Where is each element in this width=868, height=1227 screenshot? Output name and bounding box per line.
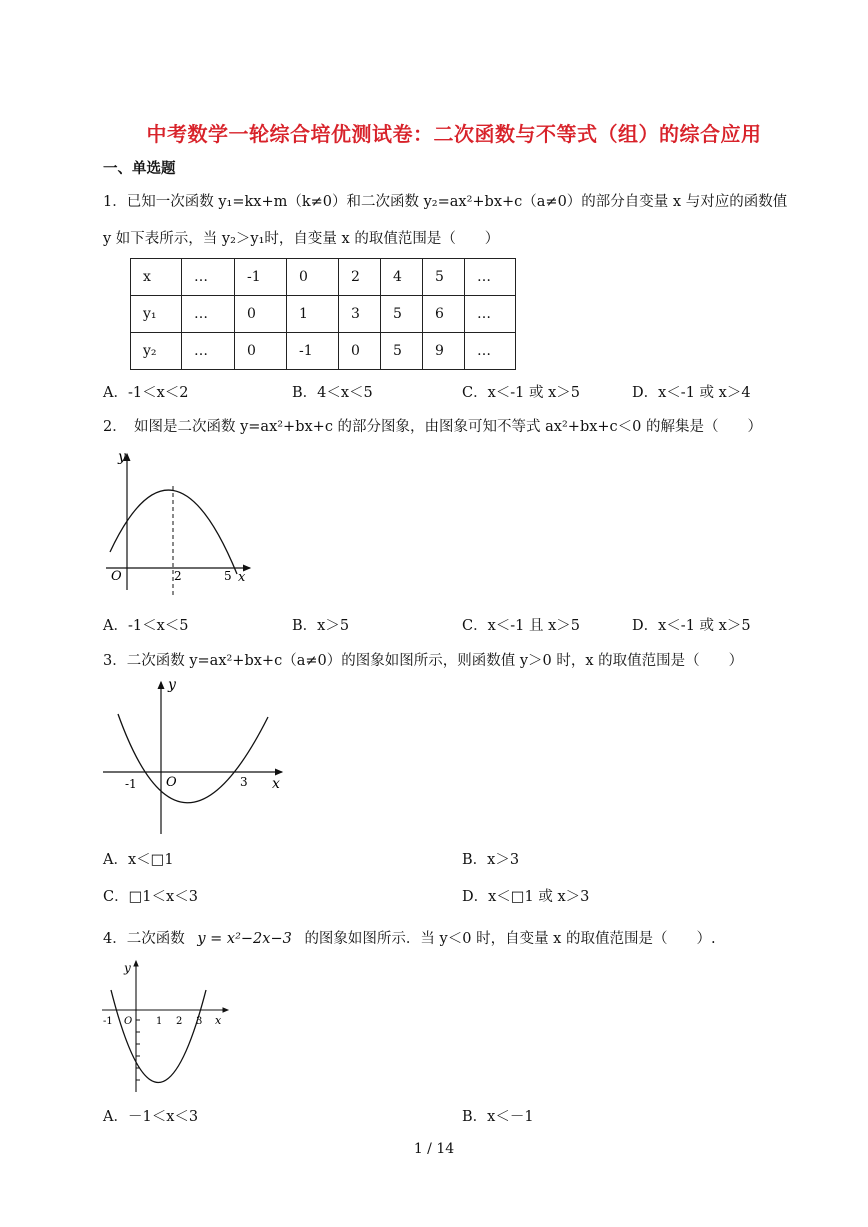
- tick-label: -1: [125, 777, 137, 791]
- table-cell: 5: [381, 333, 423, 370]
- q4-stem-suffix: 的图象如图所示．当 y＜0 时，自变量 x 的取值范围是（ ）.: [304, 931, 716, 947]
- x-label: x: [272, 776, 280, 792]
- q3-option-b: B．x＞3: [462, 852, 520, 868]
- page-number: 1 / 14: [413, 1141, 455, 1157]
- q1-stem-line1: 1．已知一次函数 y₁=kx+m（k≠0）和二次函数 y₂=ax²+bx+c（a≠0）的部分自变量 x 与对应的函数值: [103, 194, 788, 210]
- q3-stem: 3．二次函数 y=ax²+bx+c（a≠0）的图象如图所示，则函数值 y＞0 时，x 的取值范围是（ ）: [103, 653, 744, 669]
- table-cell: -1: [287, 333, 339, 370]
- q4-option-a: A．－1＜x＜3: [103, 1109, 199, 1125]
- q1-option-a: A．-1＜x＜2: [103, 385, 189, 401]
- y-label: y: [118, 449, 126, 465]
- table-cell: 9: [423, 333, 465, 370]
- tick-label: 2: [176, 1016, 183, 1027]
- table-cell: 6: [423, 296, 465, 333]
- table-cell: …: [465, 333, 516, 370]
- table-cell: …: [182, 333, 235, 370]
- table-cell: …: [182, 259, 235, 296]
- tick-label: -1: [103, 1016, 113, 1027]
- q2-option-d: D．x＜-1 或 x＞5: [632, 618, 751, 634]
- q4-formula: y = x²−2x−3: [197, 931, 292, 947]
- q3-option-c: C．□1＜x＜3: [103, 889, 198, 905]
- table-cell: y₂: [131, 333, 182, 370]
- q3-option-d: D．x＜□1 或 x＞3: [462, 889, 590, 905]
- q4-stem: [103, 928, 716, 950]
- q1-value-table: [130, 258, 516, 370]
- table-cell: …: [465, 296, 516, 333]
- q3-option-a: A．x＜□1: [103, 852, 174, 868]
- origin-label: O: [124, 1016, 133, 1027]
- y-label: y: [124, 961, 131, 975]
- table-row: [131, 259, 516, 296]
- table-cell: 4: [381, 259, 423, 296]
- tick-label: 3: [240, 775, 248, 789]
- table-row: [131, 333, 516, 370]
- table-cell: 1: [287, 296, 339, 333]
- table-cell: 3: [339, 296, 381, 333]
- table-cell: x: [131, 259, 182, 296]
- tick-label: 2: [174, 569, 182, 583]
- q4-stem-prefix: 4．二次函数: [103, 931, 185, 947]
- q4-graph: [100, 955, 240, 1095]
- q1-option-d: D．x＜-1 或 x＞4: [632, 385, 751, 401]
- q2-graph: [100, 440, 260, 600]
- q2-stem: 2． 如图是二次函数 y=ax²+bx+c 的部分图象，由图象可知不等式 ax²+bx+c＜0 的解集是（ ）: [103, 419, 763, 435]
- origin-label: O: [111, 569, 122, 584]
- table-cell: 2: [339, 259, 381, 296]
- origin-label: O: [166, 775, 177, 790]
- q2-option-b: B．x＞5: [292, 618, 350, 634]
- table-cell: y₁: [131, 296, 182, 333]
- table-cell: 5: [423, 259, 465, 296]
- q1-stem-line2: y 如下表所示，当 y₂＞y₁时，自变量 x 的取值范围是（ ）: [103, 231, 500, 247]
- q1-option-b: B．4＜x＜5: [292, 385, 373, 401]
- section-heading: 一、单选题: [103, 160, 176, 177]
- q4-option-b: B．x＜－1: [462, 1109, 534, 1125]
- parabola-curve: [111, 990, 206, 1083]
- table-cell: …: [182, 296, 235, 333]
- document-title: 中考数学一轮综合培优测试卷：二次函数与不等式（组）的综合应用: [146, 122, 762, 146]
- table-cell: 0: [235, 296, 287, 333]
- table-cell: 0: [339, 333, 381, 370]
- q2-option-a: A．-1＜x＜5: [103, 618, 189, 634]
- tick-label: 5: [224, 569, 232, 583]
- tick-label: 1: [156, 1016, 163, 1027]
- x-label: x: [215, 1014, 222, 1027]
- q3-graph: [100, 672, 290, 842]
- table-cell: 0: [287, 259, 339, 296]
- x-label: x: [238, 570, 246, 585]
- table-row: [131, 296, 516, 333]
- table-cell: …: [465, 259, 516, 296]
- tick-label: 3: [196, 1016, 203, 1027]
- table-cell: 0: [235, 333, 287, 370]
- q2-option-c: C．x＜-1 且 x＞5: [462, 618, 581, 634]
- y-label: y: [168, 677, 176, 693]
- q1-option-c: C．x＜-1 或 x＞5: [462, 385, 581, 401]
- parabola-curve: [118, 714, 268, 803]
- table-cell: -1: [235, 259, 287, 296]
- table-cell: 5: [381, 296, 423, 333]
